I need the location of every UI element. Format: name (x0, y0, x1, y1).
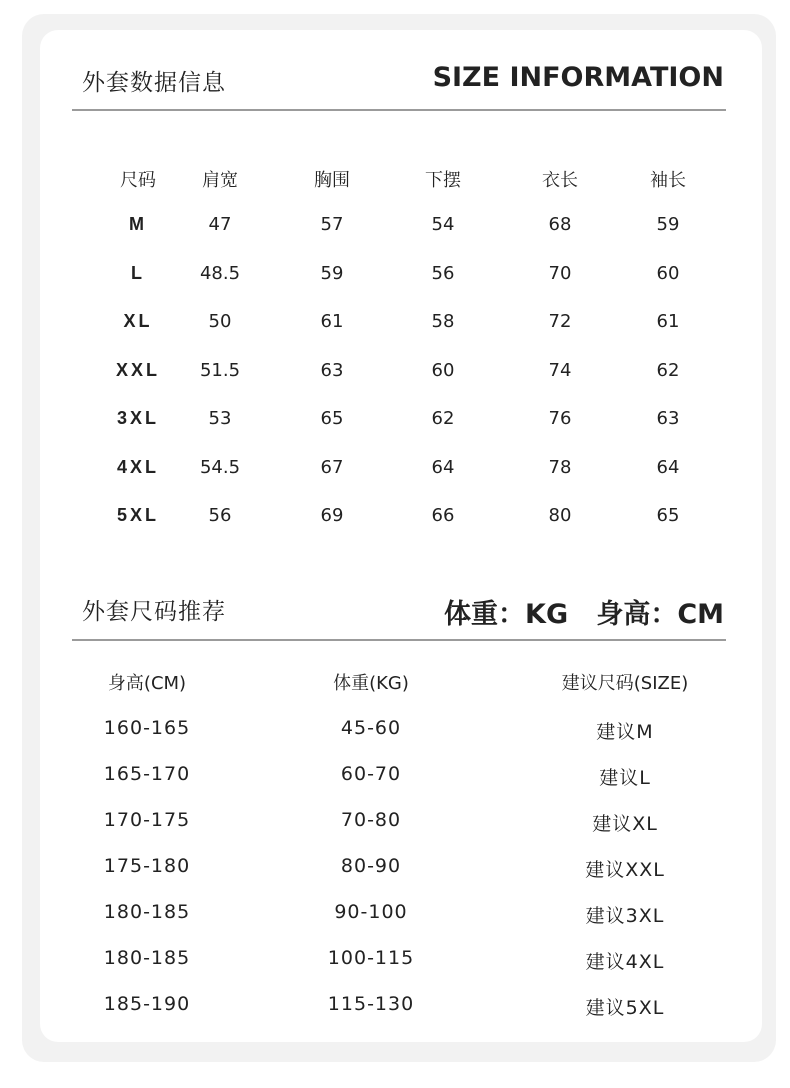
recommend-cell-height: 165-170 (103, 763, 191, 785)
size-cell-chest: 59 (320, 262, 344, 284)
recommend-cell-weight: 70-80 (340, 809, 402, 831)
recommend-cell-suggested-size: 建议3XL (585, 905, 665, 927)
recommend-cell-suggested-size: 建议5XL (585, 997, 665, 1019)
size-cell-shoulder: 53 (208, 408, 232, 429)
size-cell-chest: 67 (320, 456, 344, 478)
size-cell-chest: 63 (320, 359, 344, 381)
size-cell-chest: 69 (320, 505, 344, 526)
recommend-divider (72, 639, 726, 641)
size-cell-hem: 62 (431, 408, 455, 429)
size-cell-sleeve: 59 (656, 214, 680, 235)
size-cell-shoulder: 50 (208, 311, 232, 332)
size-cell-length: 72 (548, 311, 572, 332)
recommend-header-suggested-size: 建议尺码(SIZE) (561, 673, 689, 694)
size-cell-sleeve: 65 (656, 505, 680, 526)
size-cell-size: 3XL (116, 408, 160, 428)
recommend-cell-suggested-size: 建议M (596, 721, 654, 743)
size-cell-chest: 57 (320, 214, 344, 235)
size-cell-hem: 60 (431, 359, 455, 381)
size-cell-hem: 58 (431, 311, 455, 332)
size-cell-length: 70 (548, 262, 572, 284)
recommend-cell-height: 180-185 (103, 901, 191, 923)
recommend-title-cn: 外套尺码推荐 (82, 599, 226, 625)
size-cell-chest: 65 (320, 408, 344, 429)
size-cell-size: L (131, 262, 145, 283)
size-cell-hem: 54 (431, 214, 455, 235)
size-cell-chest: 61 (320, 311, 344, 332)
size-cell-length: 68 (548, 214, 572, 235)
size-cell-sleeve: 61 (656, 311, 680, 332)
size-cell-hem: 66 (431, 505, 455, 526)
size-cell-size: XL (123, 311, 153, 331)
recommend-cell-height: 175-180 (103, 855, 191, 877)
recommend-cell-height: 180-185 (103, 947, 191, 969)
size-info-divider (72, 109, 726, 111)
size-cell-size: XXL (115, 359, 161, 380)
size-cell-length: 78 (548, 456, 572, 478)
recommend-cell-height: 160-165 (103, 717, 191, 739)
recommend-units: 体重：KG 身高：CM (444, 599, 724, 630)
size-cell-sleeve: 62 (656, 359, 680, 381)
size-cell-shoulder: 56 (208, 505, 232, 526)
recommend-cell-weight: 45-60 (340, 717, 402, 739)
size-info-title-cn: 外套数据信息 (82, 70, 226, 96)
recommend-cell-weight: 60-70 (340, 763, 402, 785)
size-cell-sleeve: 60 (656, 262, 680, 284)
recommend-cell-weight: 80-90 (340, 855, 402, 877)
size-header-length: 衣长 (542, 170, 578, 191)
recommend-cell-suggested-size: 建议L (599, 767, 651, 789)
size-cell-size: M (129, 214, 147, 234)
size-header-chest: 胸围 (314, 170, 350, 191)
size-cell-size: 4XL (116, 456, 160, 477)
recommend-cell-suggested-size: 建议4XL (585, 951, 665, 973)
size-cell-shoulder: 54.5 (199, 456, 241, 478)
size-cell-length: 80 (548, 505, 572, 526)
size-header-shoulder: 肩宽 (202, 170, 238, 191)
size-cell-sleeve: 63 (656, 408, 680, 429)
recommend-header-height: 身高(CM) (107, 673, 187, 694)
recommend-cell-suggested-size: 建议XXL (585, 859, 665, 881)
size-info-title-en: SIZE INFORMATION (432, 62, 724, 93)
recommend-cell-suggested-size: 建议XL (592, 813, 658, 835)
size-cell-hem: 56 (431, 262, 455, 284)
size-cell-shoulder: 48.5 (199, 262, 241, 284)
recommend-header-weight: 体重(KG) (333, 673, 409, 694)
size-cell-shoulder: 47 (208, 214, 232, 235)
recommend-cell-weight: 115-130 (327, 993, 415, 1015)
size-cell-sleeve: 64 (656, 456, 680, 478)
size-header-size: 尺码 (120, 170, 156, 191)
recommend-cell-weight: 100-115 (327, 947, 415, 969)
size-cell-length: 76 (548, 408, 572, 429)
size-cell-length: 74 (548, 359, 572, 381)
recommend-cell-height: 170-175 (103, 809, 191, 831)
size-header-sleeve: 袖长 (650, 170, 686, 191)
size-header-hem: 下摆 (425, 170, 461, 191)
size-cell-size: 5XL (116, 505, 160, 525)
recommend-cell-height: 185-190 (103, 993, 191, 1015)
size-cell-hem: 64 (431, 456, 455, 478)
size-cell-shoulder: 51.5 (199, 359, 241, 381)
recommend-cell-weight: 90-100 (334, 901, 408, 923)
